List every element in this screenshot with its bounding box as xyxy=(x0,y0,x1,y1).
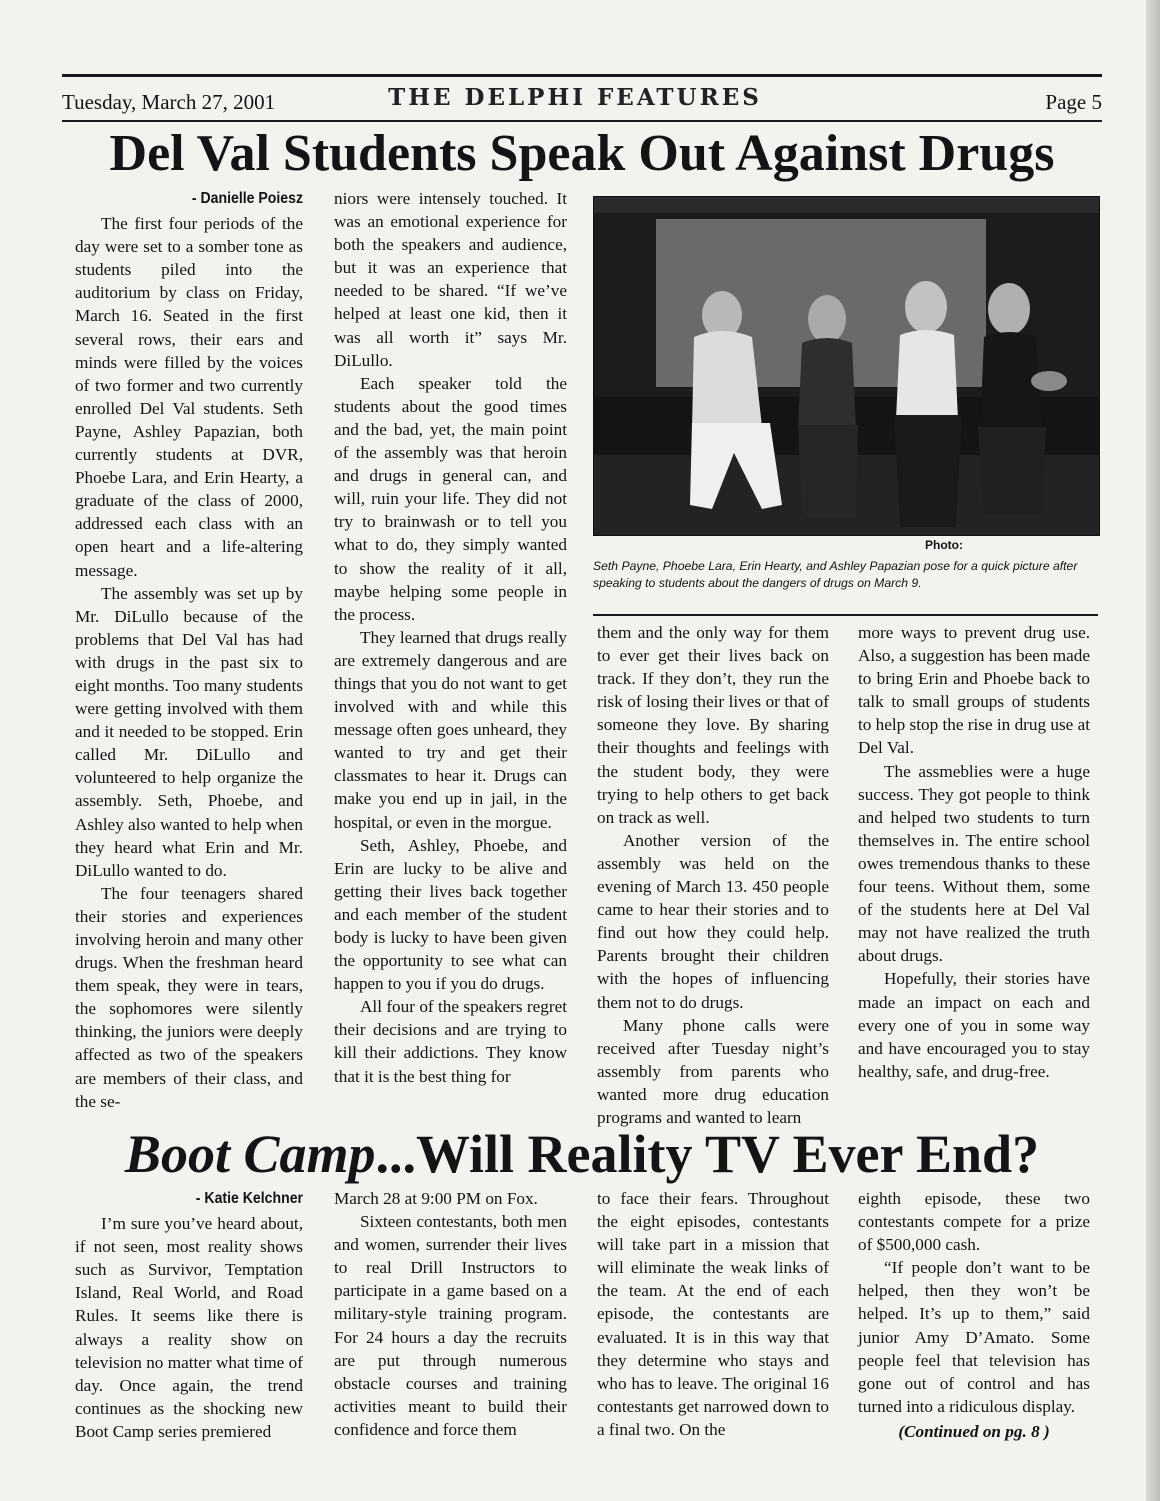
article1-paragraph: more ways to prevent drug use. Also, a suggestion has been made to bring Erin and Phoebe back to talk to small groups of students to help stop the rise in drug use at Del Val. xyxy=(858,623,1090,758)
issue-date: Tuesday, March 27, 2001 xyxy=(62,90,276,114)
article2-paragraph: I’m sure you’ve heard about, if not seen, most reality shows such as Survivor, Temptation Island, Real World, and Road Rules. It seems like there is always a reality show on television no matter what time of day. Once again, the trend continues as the shocking new Boot Camp series premiered xyxy=(75,1214,303,1441)
article1-photo xyxy=(593,196,1100,536)
article2-paragraph: Sixteen contestants, both men and women, surrender their lives to real Drill Instructors to participate in a game based on a military-style training program. For 24 hours a day the recruits are put through numerous obstacle courses and training activities meant to build their confidence and force them xyxy=(334,1212,567,1439)
article2-byline: - Katie Kelchner xyxy=(195,1190,303,1207)
photo-caption: Seth Payne, Phoebe Lara, Erin Hearty, and Ashley Papazian pose for a quick picture after speaking to students about the dangers of drugs on March 9. xyxy=(593,559,1078,590)
article2-column-1 xyxy=(75,1187,303,1443)
article1-paragraph: Another version of the assembly was held on the evening of March 13. 450 people came to hear their stories and to find out how they could help. Parents brought their children with the hopes of influencing them not to do drugs. xyxy=(597,830,829,1012)
header-rule xyxy=(62,120,1102,122)
article2-paragraph: eighth episode, these two contestants compete for a prize of $500,000 cash. xyxy=(858,1189,1090,1255)
article2-paragraph: to face their fears. Throughout the eight episodes, contestants will take part in a mission that will eliminate the weak links of the team. At the end of each episode, the contestants are evaluated. It is in this way that they determine who stays and who has to leave. The original 16 contestants get narrowed down to a final two. On the xyxy=(597,1189,829,1439)
article1-byline: - Danielle Poiesz xyxy=(191,190,303,207)
article1-column-1 xyxy=(75,187,303,1113)
article2-headline-rest: ...Will Reality TV Ever End? xyxy=(375,1124,1040,1184)
article1-column-2 xyxy=(334,187,567,1088)
article1-headline: Del Val Students Speak Out Against Drugs xyxy=(109,125,1055,182)
article2-paragraph: March 28 at 9:00 PM on Fox. xyxy=(334,1189,538,1208)
top-rule xyxy=(62,74,1102,77)
page-edge-shadow xyxy=(1146,0,1160,1501)
article1-paragraph: them and the only way for them to ever get their lives back on track. If they don’t, they run the risk of losing their lives or that of someone they love. By sharing their thoughts and feelings with the student body, they were trying to help others to get back on track as well. xyxy=(597,623,829,827)
article1-paragraph: niors were intensely touched. It was an emotional experience for both the speakers and audience, but it was an experience that needed to be shared. “If we’ve helped at least one kid, then it was all worth it” says Mr. DiLullo. xyxy=(334,189,567,370)
article1-paragraph: All four of the speakers regret their decisions and are trying to kill their addictions. They know that it is the best thing for xyxy=(334,997,567,1086)
photo-credit: Photo: xyxy=(925,538,963,552)
photo-image xyxy=(594,197,1099,535)
article2-column-4 xyxy=(858,1187,1090,1443)
article1-column-4 xyxy=(858,621,1090,1083)
masthead: THE DELPHI FEATURES xyxy=(388,84,762,111)
caption-rule xyxy=(593,614,1098,616)
article2-headline-italic: Boot Camp xyxy=(124,1124,376,1184)
article2-paragraph: “If people don’t want to be helped, then they won’t be helped. It’s up to them,” said junior Amy D’Amato. Some people feel that television has gone out of control and has turned into a ridiculous display. xyxy=(858,1258,1090,1416)
article2-headline xyxy=(62,1122,1102,1186)
article1-paragraph: Hopefully, their stories have made an impact on each and every one of you in some way and have encouraged you to stay healthy, safe, and drug-free. xyxy=(858,969,1090,1081)
article1-column-3 xyxy=(597,621,829,1129)
continued-note[interactable]: (Continued on pg. 8 ) xyxy=(898,1421,1050,1441)
article1-paragraph: Many phone calls were received after Tuesday night’s assembly from parents who wanted more drug education programs and wanted to learn xyxy=(597,1015,829,1127)
article2-column-3 xyxy=(597,1187,829,1441)
article1-paragraph: The first four periods of the day were set to a somber tone as students piled into the auditorium by class on Friday, March 16. Seated in the first several rows, their ears and minds were filled by the voices of two former and two currently enrolled Del Val students. Seth Payne, Ashley Papazian, both currently students at DVR, Phoebe Lara, and Erin Hearty, a graduate of the class of 2000, addressed each class with an open heart and a life-altering message. xyxy=(75,214,303,580)
article2-column-2 xyxy=(334,1187,567,1441)
article1-paragraph: Seth, Ashley, Phoebe, and Erin are lucky to be alive and getting their lives back together and each member of the student body is lucky to have been given the opportunity to see what can happen to you if you do drugs. xyxy=(334,835,567,994)
page-number: Page 5 xyxy=(1045,90,1102,114)
article1-paragraph: Each speaker told the students about the good times and the bad, yet, the main point of the assembly was that heroin and drugs in general can, and will, ruin your life. They did not try to brainwash or to tell you what to do, they simply wanted to show the reality of it all, maybe helping some people in the process. xyxy=(334,373,567,624)
article1-paragraph: The four teenagers shared their stories and experiences involving heroin and many other drugs. When the freshman heard them speak, they were in tears, the sophomores were silently thinking, the juniors were deeply affected as two of the speakers are members of their class, and the se- xyxy=(75,883,303,1111)
article1-paragraph: The assembly was set up by Mr. DiLullo because of the problems that Del Val has had with drugs in the past six to eight months. Too many students were getting involved with them and it needed to be stopped. Erin called Mr. DiLullo and volunteered to help organize the assembly. Seth, Phoebe, and Ashley also wanted to help when they heard what Erin and Mr. DiLullo wanted to do. xyxy=(75,583,303,880)
article1-paragraph: They learned that drugs really are extremely dangerous and are things that you do not want to get involved with and while this message often goes unheard, they wanted to try and get their classmates to hear it. Drugs can make you end up in jail, in the hospital, or even in the morgue. xyxy=(334,627,567,832)
article1-paragraph: The assmeblies were a huge success. They got people to think and helped two students to turn themselves in. The entire school owes tremendous thanks to these four teens. Without them, some of the students here at Del Val may not have realized the truth about drugs. xyxy=(858,761,1090,966)
